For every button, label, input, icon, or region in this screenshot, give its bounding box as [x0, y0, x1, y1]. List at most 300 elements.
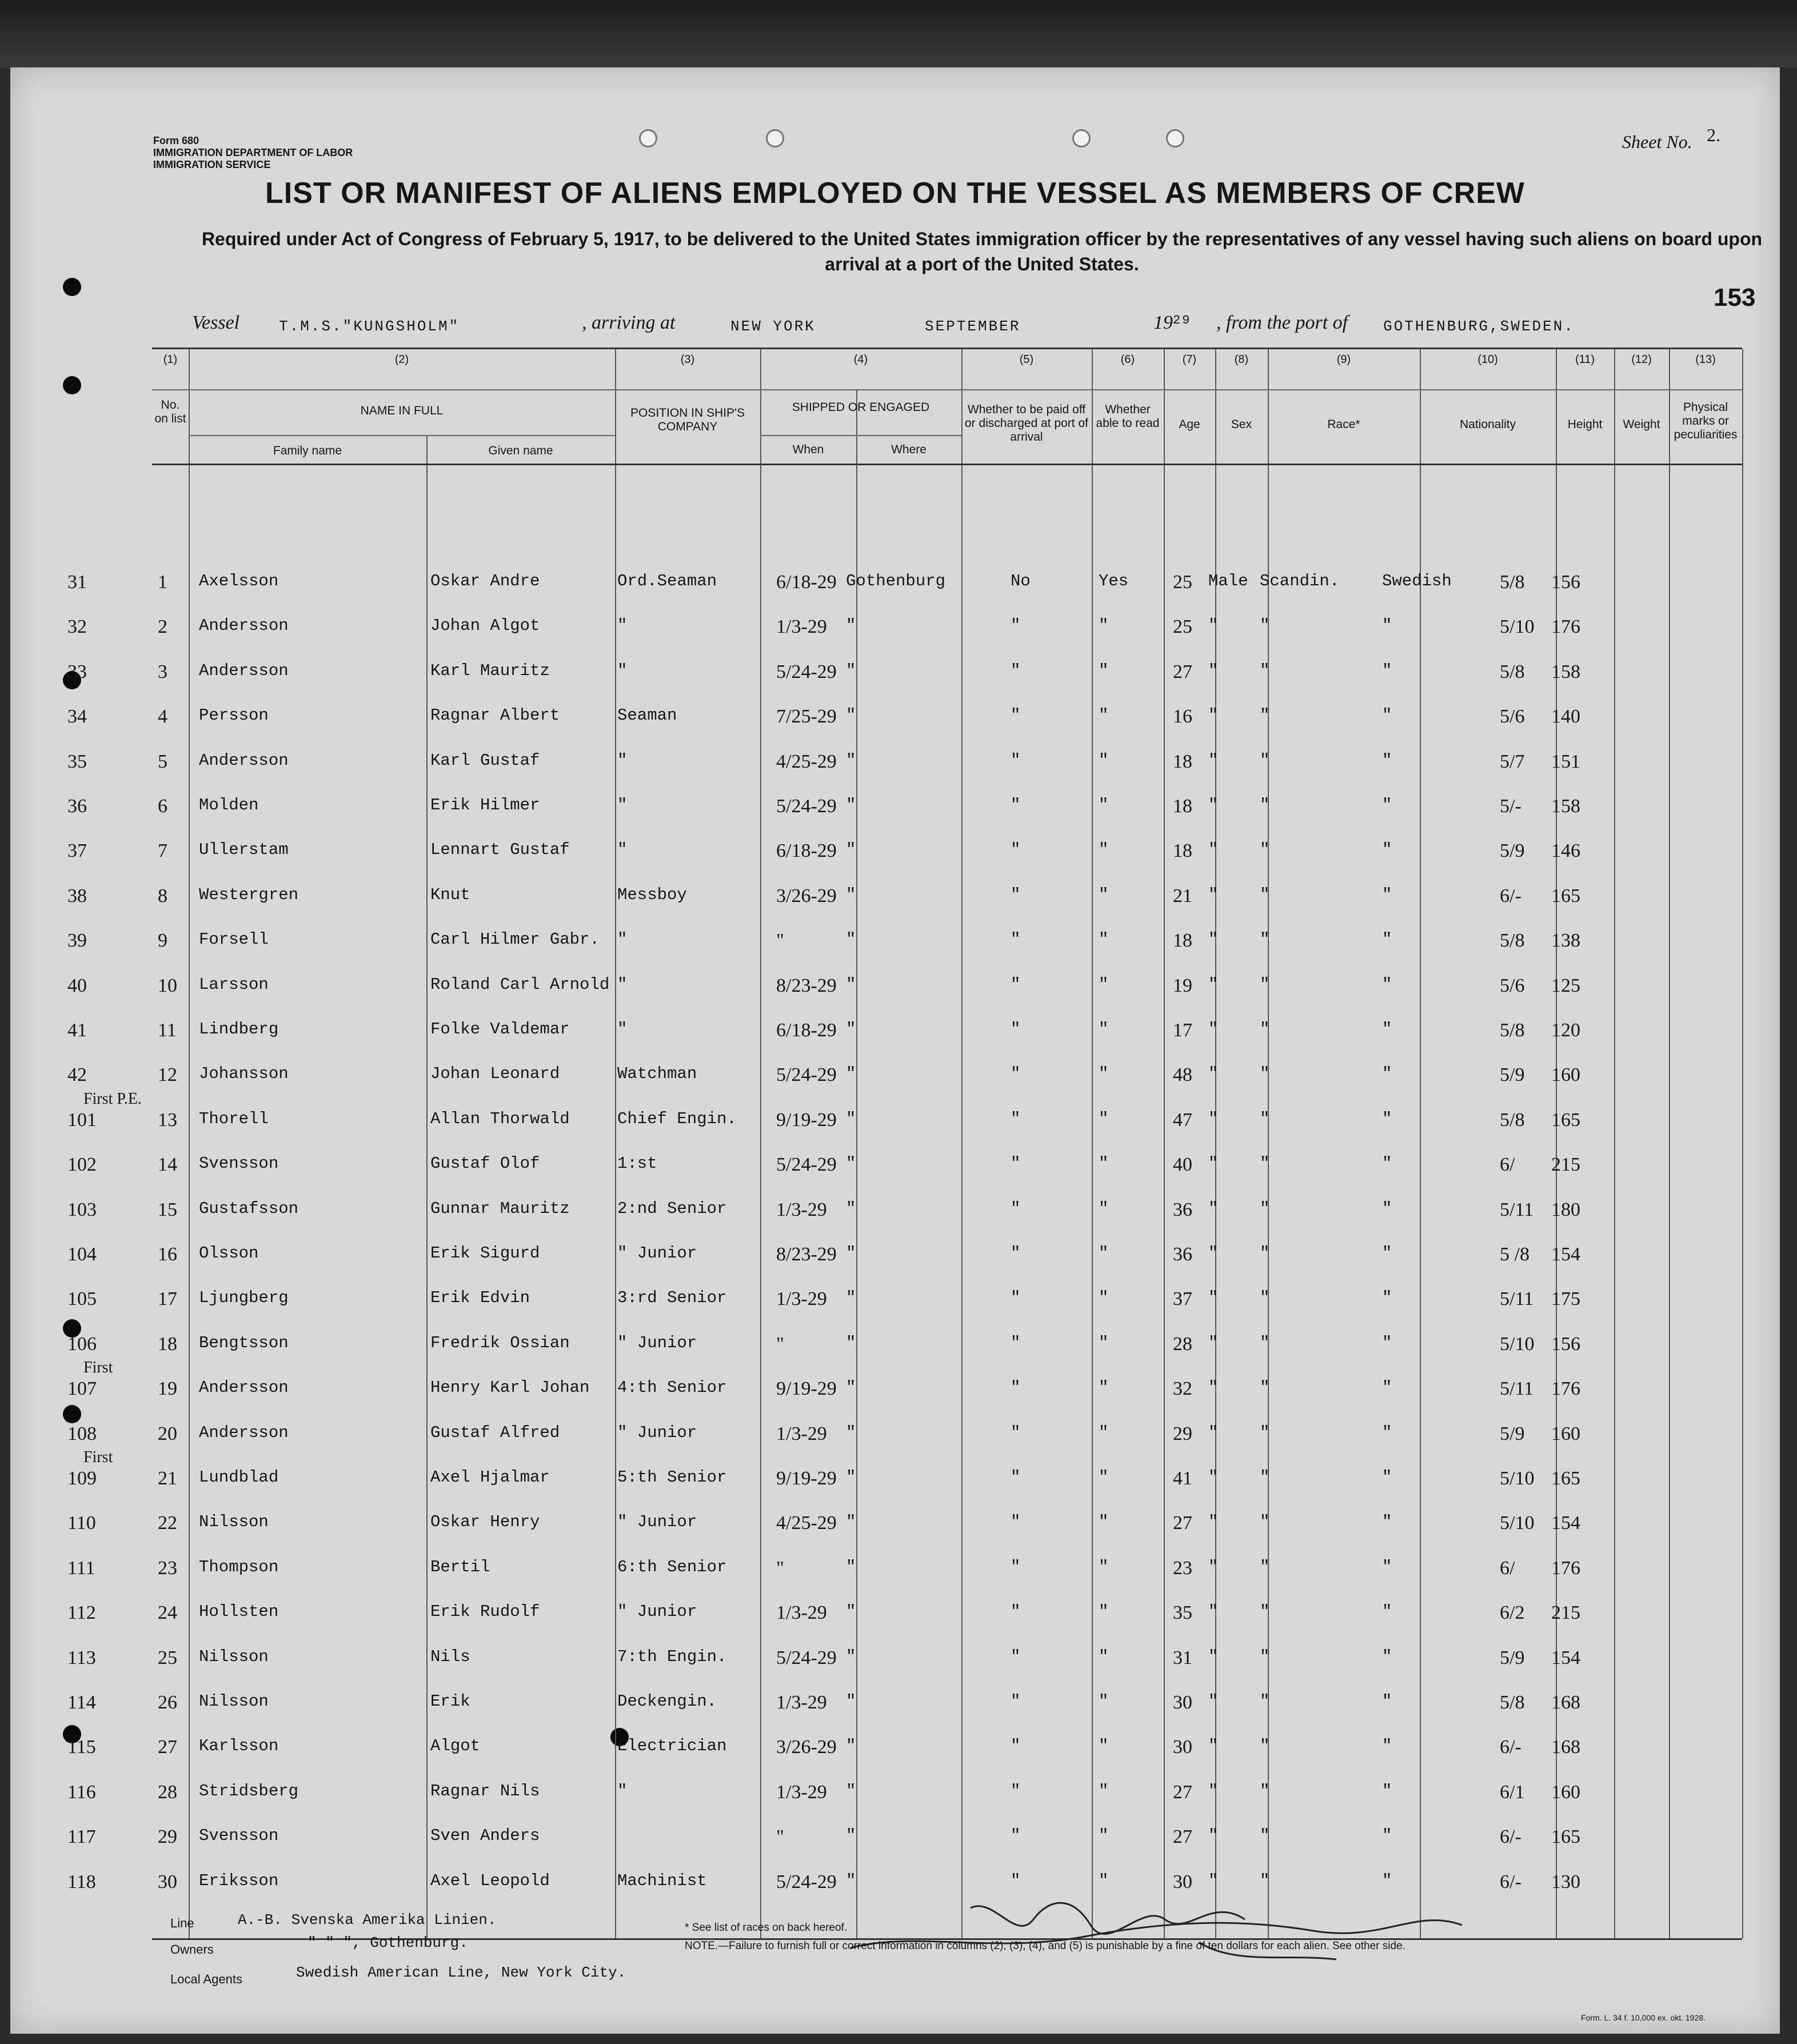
cell-height: 5/10 [1500, 1333, 1535, 1355]
table-row [10, 1334, 1780, 1379]
cell-when: 6/18-29 [776, 1020, 837, 1041]
cell-position: Watchman [617, 1064, 697, 1084]
cell-height: 5 /8 [1500, 1244, 1530, 1265]
from-label: , from the port of [1216, 312, 1348, 333]
colnum-13: (13) [1695, 353, 1716, 366]
cell-family: Thompson [199, 1557, 279, 1576]
cell-height: 6/2 [1500, 1602, 1525, 1624]
cell-margin: 40 [67, 975, 87, 996]
cell-where: " [846, 1781, 856, 1801]
cell-where: " [846, 1378, 856, 1398]
cell-race: " [1260, 975, 1270, 994]
cell-nat: " [1382, 1154, 1392, 1173]
cell-margin: 38 [67, 885, 87, 907]
cell-where: " [846, 1512, 856, 1532]
cell-height: 6/- [1500, 1871, 1522, 1893]
cell-given: Johan Algot [430, 616, 540, 636]
cell-read: " [1099, 1647, 1109, 1666]
cell-sex: " [1208, 1199, 1219, 1218]
cell-paid: " [1011, 1244, 1021, 1263]
cell-nat: " [1382, 1423, 1392, 1442]
line-value: A.-B. Svenska Amerika Linien. [238, 1911, 497, 1929]
cell-position: " Junior [617, 1333, 697, 1352]
cell-when: 8/23-29 [776, 1244, 837, 1265]
cell-paid: " [1011, 975, 1021, 994]
table-row [10, 1154, 1780, 1199]
cell-family: Andersson [199, 1423, 289, 1442]
department-label: IMMIGRATION DEPARTMENT OF LABOR [153, 147, 353, 158]
cell-sex: " [1208, 1244, 1219, 1263]
colnum-3: (3) [680, 353, 695, 366]
cell-family: Andersson [199, 1378, 289, 1398]
cell-when: 9/19-29 [776, 1468, 837, 1489]
cell-weight: 160 [1551, 1781, 1580, 1803]
cell-margin: 102 [67, 1154, 97, 1176]
cell-height: 6/ [1500, 1154, 1515, 1176]
race-note: * See list of races on back hereof. [685, 1922, 848, 1934]
cell-race: " [1260, 885, 1270, 904]
cell-given: Oskar Andre [430, 572, 540, 590]
cell-read: " [1099, 1378, 1109, 1398]
table-row [10, 1782, 1780, 1827]
cell-margin: 35 [67, 750, 87, 772]
table-row [10, 1602, 1780, 1647]
cell-weight: 140 [1551, 706, 1580, 728]
binder-hole [1072, 129, 1091, 147]
cell-margin: 31 [67, 572, 87, 593]
cell-no: 22 [158, 1512, 177, 1534]
cell-race: " [1260, 1512, 1270, 1532]
cell-position: 6:th Senior [617, 1557, 727, 1576]
cell-height: 5/11 [1500, 1199, 1534, 1220]
cell-nat: " [1382, 930, 1392, 949]
cell-when: 9/19-29 [776, 1378, 837, 1400]
cell-margin: 37 [67, 840, 87, 862]
table-row [10, 1089, 1780, 1155]
cell-margin: 41 [67, 1020, 87, 1041]
cell-paid: " [1011, 1333, 1021, 1352]
cell-race: " [1260, 1871, 1270, 1890]
header-race: Race* [1327, 418, 1360, 431]
cell-age: 21 [1173, 885, 1192, 907]
table-row [10, 1244, 1780, 1289]
cell-no: 16 [158, 1244, 177, 1265]
cell-race: " [1260, 1020, 1270, 1039]
cell-weight: 160 [1551, 1064, 1580, 1086]
cell-where: " [846, 1109, 856, 1128]
cell-given: Gustaf Alfred [430, 1423, 560, 1442]
cell-when: 1/3-29 [776, 1423, 827, 1444]
cell-when: " [776, 1557, 784, 1579]
vessel-label: Vessel [192, 312, 240, 333]
table-row [10, 1647, 1780, 1692]
cell-family: Andersson [199, 616, 289, 636]
cell-nat: " [1382, 1199, 1392, 1218]
cell-age: 25 [1173, 616, 1192, 638]
cell-family: Nilsson [199, 1692, 269, 1711]
cell-position: " Junior [617, 1244, 697, 1263]
cell-weight: 146 [1551, 840, 1580, 862]
cell-paid: " [1011, 750, 1021, 770]
cell-when: 9/19-29 [776, 1109, 837, 1131]
header-weight: Weight [1623, 418, 1660, 431]
agents-label: Local Agents [170, 1972, 242, 1986]
cell-read: " [1099, 796, 1109, 815]
table-row [10, 751, 1780, 796]
cell-paid: " [1011, 1199, 1021, 1218]
cell-position: Deckengin. [617, 1692, 717, 1711]
cell-position: " [617, 661, 628, 680]
cell-read: " [1099, 1288, 1109, 1308]
cell-margin: 117 [67, 1826, 96, 1848]
table-row [10, 706, 1780, 751]
cell-race: " [1260, 661, 1270, 680]
cell-no: 1 [158, 572, 167, 593]
cell-family: Lindberg [199, 1020, 279, 1039]
cell-family: Bengtsson [199, 1333, 289, 1352]
cell-nat: " [1382, 1647, 1392, 1666]
cell-sex: " [1208, 1154, 1219, 1173]
cell-height: 6/- [1500, 1826, 1522, 1848]
cell-nat: " [1382, 796, 1392, 815]
cell-race: " [1260, 1647, 1270, 1666]
page-number: 153 [1714, 284, 1756, 312]
cell-nat: " [1382, 1512, 1392, 1532]
cell-read: Yes [1099, 572, 1129, 590]
cell-sex: " [1208, 1826, 1219, 1846]
cell-sex: " [1208, 975, 1219, 994]
cell-race: " [1260, 1154, 1270, 1173]
cell-given: Algot [430, 1736, 481, 1756]
scan-top-border [0, 0, 1797, 67]
cell-weight: 156 [1551, 1333, 1580, 1355]
cell-no: 10 [158, 975, 177, 996]
cell-nat: " [1382, 1781, 1392, 1801]
cell-when: 1/3-29 [776, 1781, 827, 1803]
header-no-on-list: No. on list [154, 398, 186, 425]
cell-margin: 111 [67, 1557, 95, 1579]
cell-sex: " [1208, 750, 1219, 770]
cell-margin: 114 [67, 1692, 96, 1713]
cell-no: 5 [158, 750, 167, 772]
header-marks: Physical marks or peculiarities [1674, 401, 1738, 441]
cell-paid: " [1011, 1064, 1021, 1084]
cell-read: " [1099, 1154, 1109, 1173]
binder-hole [766, 129, 784, 147]
cell-weight: 180 [1551, 1199, 1580, 1220]
cell-nat: " [1382, 1826, 1392, 1846]
cell-where: " [846, 1288, 856, 1308]
cell-weight: 160 [1551, 1423, 1580, 1444]
cell-position: Chief Engin. [617, 1109, 737, 1128]
cell-nat: " [1382, 1736, 1392, 1756]
cell-race: " [1260, 1109, 1270, 1128]
cell-race: " [1260, 1333, 1270, 1352]
cell-read: " [1099, 1557, 1109, 1576]
cell-sex: " [1208, 1468, 1219, 1487]
cell-paid: " [1011, 1647, 1021, 1666]
cell-paid: " [1011, 1512, 1021, 1532]
cell-where: " [846, 1468, 856, 1487]
cell-where: " [846, 1557, 856, 1576]
header-when: When [792, 443, 824, 456]
cell-margin: 105 [67, 1288, 97, 1310]
table-row [10, 1423, 1780, 1468]
penalty-note: NOTE.—Failure to furnish full or correct information in columns (2), (3), (4), and (5) is punishable by a fine of ten dollars for each alien. See other side. [685, 1940, 1405, 1952]
form-number: Form 680 [153, 135, 199, 146]
cell-no: 28 [158, 1781, 177, 1803]
cell-family: Nilsson [199, 1647, 269, 1666]
cell-weight: 138 [1551, 930, 1580, 952]
cell-read: " [1099, 975, 1109, 994]
cell-height: 5/7 [1500, 750, 1525, 772]
cell-where: " [846, 706, 856, 725]
cell-height: 5/10 [1500, 616, 1535, 638]
owners-value: " " ", Gothenburg. [308, 1934, 468, 1951]
arrival-port: NEW YORK [730, 318, 816, 335]
header-name-in-full: NAME IN FULL [360, 404, 444, 417]
cell-when: 3/26-29 [776, 885, 837, 907]
cell-race: " [1260, 1781, 1270, 1801]
cell-margin: 101 [67, 1109, 97, 1131]
cell-family: Thorell [199, 1109, 269, 1128]
cell-when: 5/24-29 [776, 1871, 837, 1893]
cell-sex: " [1208, 885, 1219, 904]
cell-weight: 151 [1551, 750, 1580, 772]
cell-paid: " [1011, 1109, 1021, 1128]
cell-given: Erik Sigurd [430, 1244, 540, 1263]
form-code: Form. L. 34 f. 10,000 ex. okt. 1928. [1581, 2013, 1706, 2022]
cell-race: " [1260, 706, 1270, 725]
cell-where: " [846, 1199, 856, 1218]
header-nationality: Nationality [1459, 418, 1516, 431]
header-given-name: Given name [488, 444, 553, 457]
cell-height: 5/8 [1500, 661, 1525, 682]
cell-height: 6/- [1500, 885, 1522, 907]
cell-weight: 154 [1551, 1647, 1580, 1668]
cell-family: Stridsberg [199, 1781, 299, 1801]
cell-where: " [846, 975, 856, 994]
table-row [10, 661, 1780, 706]
cell-sex: " [1208, 1333, 1219, 1352]
table-row [10, 616, 1780, 661]
cell-nat: " [1382, 1288, 1392, 1308]
table-row [10, 1064, 1780, 1109]
cell-margin: 108 [67, 1423, 97, 1444]
cell-age: 30 [1173, 1692, 1192, 1713]
cell-read: " [1099, 1512, 1109, 1532]
cell-age: 25 [1173, 572, 1192, 593]
cell-margin: 116 [67, 1781, 96, 1803]
cell-race: " [1260, 1199, 1270, 1218]
header-rule [760, 435, 961, 436]
colnum-1: (1) [163, 353, 178, 366]
cell-sex: " [1208, 1109, 1219, 1128]
cell-position: 3:rd Senior [617, 1288, 727, 1308]
cell-nat: " [1382, 706, 1392, 725]
cell-paid: " [1011, 1378, 1021, 1398]
cell-given: Karl Gustaf [430, 750, 540, 770]
cell-given: Johan Leonard [430, 1064, 560, 1084]
cell-height: 5/6 [1500, 706, 1525, 728]
header-position: POSITION IN SHIP'S COMPANY [630, 406, 745, 433]
cell-nat: " [1382, 616, 1392, 636]
cell-no: 9 [158, 930, 167, 952]
cell-read: " [1099, 1020, 1109, 1039]
cell-position: " [617, 930, 628, 949]
cell-no: 2 [158, 616, 167, 638]
table-row [10, 1512, 1780, 1558]
cell-family: Axelsson [199, 572, 279, 590]
cell-no: 24 [158, 1602, 177, 1624]
cell-height: 5/8 [1500, 1109, 1525, 1131]
cell-no: 11 [158, 1020, 177, 1041]
cell-age: 23 [1173, 1557, 1192, 1579]
colnum-11: (11) [1575, 353, 1595, 366]
cell-height: 5/9 [1500, 1064, 1525, 1086]
cell-age: 18 [1173, 796, 1192, 817]
cell-where: " [846, 1423, 856, 1442]
cell-position: " [617, 840, 628, 860]
cell-given: Fredrik Ossian [430, 1333, 570, 1352]
cell-weight: 158 [1551, 796, 1580, 817]
cell-where: " [846, 1154, 856, 1173]
cell-age: 30 [1173, 1736, 1192, 1758]
cell-when: 1/3-29 [776, 1288, 827, 1310]
cell-race: " [1260, 1244, 1270, 1263]
cell-given: Karl Mauritz [430, 661, 550, 680]
cell-race: " [1260, 1288, 1270, 1308]
cell-no: 30 [158, 1871, 177, 1893]
colnum-2: (2) [394, 353, 409, 366]
margin-note: First P.E. [83, 1089, 142, 1108]
cell-no: 25 [158, 1647, 177, 1668]
cell-family: Gustafsson [199, 1199, 299, 1218]
cell-margin: 112 [67, 1602, 96, 1624]
cell-nat: " [1382, 1244, 1392, 1263]
cell-read: " [1099, 1736, 1109, 1756]
cell-nat: " [1382, 1871, 1392, 1890]
cell-family: Andersson [199, 661, 289, 680]
cell-no: 4 [158, 706, 167, 728]
cell-margin: 103 [67, 1199, 97, 1220]
cell-read: " [1099, 1199, 1109, 1218]
cell-weight: 176 [1551, 616, 1580, 638]
cell-family: Johansson [199, 1064, 289, 1084]
cell-position: Messboy [617, 885, 687, 904]
cell-sex: " [1208, 1020, 1219, 1039]
cell-height: 5/11 [1500, 1288, 1534, 1310]
cell-read: " [1099, 1423, 1109, 1442]
cell-age: 41 [1173, 1468, 1192, 1489]
cell-race: " [1260, 930, 1270, 949]
cell-height: 5/8 [1500, 1692, 1525, 1713]
cell-race: " [1260, 1826, 1270, 1846]
cell-age: 18 [1173, 840, 1192, 862]
cell-no: 17 [158, 1288, 177, 1310]
header-sex: Sex [1231, 418, 1252, 431]
cell-weight: 154 [1551, 1244, 1580, 1265]
cell-given: Nils [430, 1647, 470, 1666]
cell-margin: 34 [67, 706, 87, 728]
cell-given: Erik Rudolf [430, 1602, 540, 1622]
cell-sex: Male [1208, 572, 1248, 590]
cell-age: 36 [1173, 1244, 1192, 1265]
colnum-5: (5) [1019, 353, 1034, 366]
cell-paid: " [1011, 1154, 1021, 1173]
cell-no: 29 [158, 1826, 177, 1848]
cell-when: 4/25-29 [776, 750, 837, 772]
margin-note: First [83, 1359, 113, 1377]
cell-when: 5/24-29 [776, 1064, 837, 1086]
cell-when: 3/26-29 [776, 1736, 837, 1758]
cell-no: 20 [158, 1423, 177, 1444]
cell-read: " [1099, 1244, 1109, 1263]
cell-read: " [1099, 1333, 1109, 1352]
cell-no: 19 [158, 1378, 177, 1400]
vessel-name: T.M.S."KUNGSHOLM" [279, 318, 460, 335]
cell-no: 27 [158, 1736, 177, 1758]
cell-given: Roland Carl Arnold [430, 975, 610, 994]
cell-age: 31 [1173, 1647, 1192, 1668]
cell-given: Carl Hilmer Gabr. [430, 930, 600, 949]
cell-height: 5/11 [1500, 1378, 1534, 1400]
cell-read: " [1099, 885, 1109, 904]
header-age: Age [1179, 418, 1200, 431]
cell-age: 27 [1173, 1512, 1192, 1534]
cell-given: Henry Karl Johan [430, 1378, 590, 1398]
cell-when: 6/18-29 [776, 572, 837, 593]
cell-when: 5/24-29 [776, 661, 837, 682]
cell-margin: 107 [67, 1378, 97, 1400]
cell-race: " [1260, 616, 1270, 636]
cell-read: " [1099, 661, 1109, 680]
cell-age: 36 [1173, 1199, 1192, 1220]
cell-where: " [846, 1064, 856, 1084]
table-row [10, 1736, 1780, 1782]
cell-where: Gothenburg [846, 572, 946, 590]
table-row [10, 1020, 1780, 1065]
cell-nat: " [1382, 840, 1392, 860]
cell-position: 2:nd Senior [617, 1199, 727, 1218]
cell-height: 6/- [1500, 1736, 1522, 1758]
cell-sex: " [1208, 1647, 1219, 1666]
cell-paid: " [1011, 1781, 1021, 1801]
cell-paid: " [1011, 1020, 1021, 1039]
cell-height: 5/9 [1500, 1423, 1525, 1444]
table-row [10, 796, 1780, 841]
cell-weight: 165 [1551, 1826, 1580, 1848]
cell-margin: 110 [67, 1512, 96, 1534]
cell-where: " [846, 1826, 856, 1846]
cell-race: " [1260, 1736, 1270, 1756]
arriving-label: , arriving at [582, 312, 676, 333]
cell-read: " [1099, 1064, 1109, 1084]
colnum-10: (10) [1477, 353, 1498, 366]
cell-paid: " [1011, 1288, 1021, 1308]
cell-paid: " [1011, 616, 1021, 636]
cell-read: " [1099, 750, 1109, 770]
cell-age: 27 [1173, 1826, 1192, 1848]
cell-no: 7 [158, 840, 167, 862]
cell-weight: 168 [1551, 1736, 1580, 1758]
cell-given: Knut [430, 885, 470, 904]
table-row [10, 930, 1780, 975]
cell-nat: " [1382, 1333, 1392, 1352]
cell-when: " [776, 1333, 784, 1355]
cell-where: " [846, 840, 856, 860]
cell-paid: " [1011, 706, 1021, 725]
